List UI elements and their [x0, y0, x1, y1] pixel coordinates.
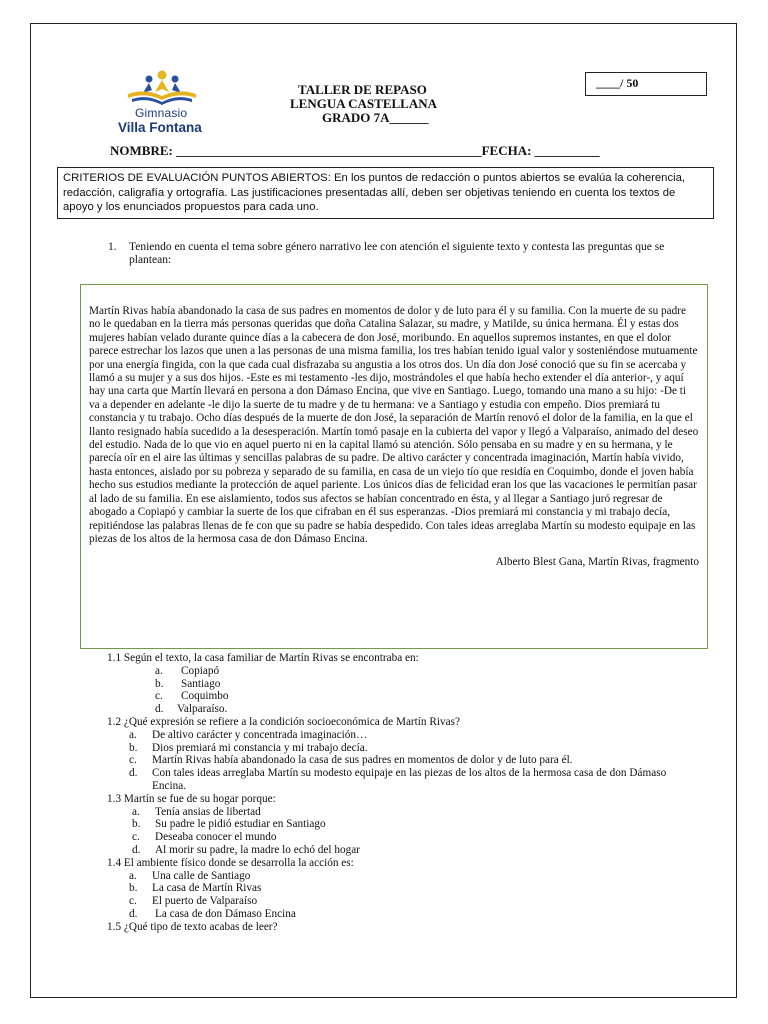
answer-option[interactable]: [107, 895, 667, 908]
option-letter: b.: [129, 882, 138, 895]
question-1-5: [107, 921, 667, 934]
option-letter: d.: [132, 843, 141, 856]
question-stem: 1.4 El ambiente físico donde se desarrolla la acción es:: [107, 856, 354, 869]
question-list: [107, 652, 667, 934]
option-letter: c.: [129, 895, 137, 908]
option-letter: b.: [155, 677, 164, 690]
option-letter: a.: [132, 805, 140, 818]
question-1: [108, 241, 698, 267]
answer-option[interactable]: [107, 831, 667, 844]
answer-option[interactable]: [107, 742, 667, 755]
passage-author: Alberto Blest Gana, Martín Rivas, fragmento: [495, 556, 699, 569]
name-date-line[interactable]: NOMBRE: _______________________________________________FECHA: __________: [110, 143, 600, 158]
title-line-1: TALLER DE REPASO: [298, 82, 427, 97]
answer-option[interactable]: [107, 908, 667, 921]
option-text: Deseaba conocer el mundo: [155, 831, 277, 844]
school-emblem-icon: [122, 70, 202, 106]
option-text: Al morir su padre, la madre lo echó del hogar: [155, 843, 360, 856]
school-logo: [118, 70, 208, 136]
answer-option[interactable]: [107, 844, 667, 857]
option-text: La casa de don Dámaso Encina: [155, 907, 296, 920]
answer-option[interactable]: [107, 690, 667, 703]
question-stem: 1.2 ¿Qué expresión se refiere a la condición socioeconómica de Martín Rivas?: [107, 715, 460, 728]
option-text: Martín Rivas había abandonado la casa de sus padres en momentos de dolor y de luto para él.: [152, 754, 573, 767]
reading-passage: [80, 284, 708, 649]
school-name-line1: Gimnasio: [135, 106, 188, 120]
question-1-3: [107, 793, 667, 857]
question-1-text: Teniendo en cuenta el tema sobre género narrativo lee con atención el siguiente texto y contesta las preguntas que se plantean:: [129, 241, 665, 266]
question-1-4: [107, 857, 667, 921]
school-name-line2: Villa Fontana: [118, 120, 202, 135]
option-text: Con tales ideas arreglaba Martín su modesto equipaje en las piezas de los altos de la hermosa casa de don Dámaso Encina.: [152, 767, 667, 792]
answer-option[interactable]: [107, 729, 667, 742]
option-letter: c.: [132, 831, 140, 844]
answer-option[interactable]: [107, 806, 667, 819]
option-letter: d.: [129, 907, 138, 920]
option-letter: c.: [129, 754, 137, 767]
option-letter: a.: [155, 664, 163, 677]
answer-option[interactable]: [107, 767, 697, 793]
passage-text: Martín Rivas había abandonado la casa de sus padres en momentos de dolor y de luto para él y su familia. Con la muerte de su padre no le quedaban en la tierra más personas queridas que doña Catalina Salazar, su madre, y Matilde, su única hermana. Él y estas dos mujeres habían velado durante quince días a la cabecera de don José, moribundo. En aquellos supremos instantes, en que el dolor parece estrechar los lazos que unen a las personas de una misma familia, los tres habían tenido igual valor y sosteniéndose mutuamente por una energía fingida, con la que cada cual disfrazaba su angustia a los otros dos. Un día don José conoció que su fin se acercaba y llamó a su mujer y a sus dos hijos. -Este es mi testamento -les dijo, mostrándoles el que había hecho extender el día anterior-, y aquí hay una carta que Martín llevará en persona a don Dámaso Encina, que vive en Santiago. Luego, tomando una mano a su hijo: -De ti va a depender en adelante -le dijo la suerte de tu madre y de tu hermana: ve a Santiago y estudia con empeño. Dios premiará tu constancia y tu trabajo. Ocho días después de la muerte de don José, la separación de Martín renovó el dolor de la familia, en la que el llanto resignado había sucedido a la desesperación. Martín tomó pasaje en la cubierta del vapor y llegó a Valparaíso, animado del deseo del estudio. Nada de lo que vio en aquel puerto ni en la capital llamó su atención. Sólo pensaba en su madre y en su hermana, y le parecía oír en el aire las últimas y sencillas palabras de su padre. De altivo carácter y concentrada imaginación, Martín había vivido, hasta entonces, aislado por su pobreza y separado de su familia, en casa de un viejo tío que residía en Coquimbo, donde el joven había hecho sus estudios mediante la protección de aquel pariente. Los únicos días de felicidad eran los que las vacaciones le permitían pasar al lado de su familia. En ese aislamiento, todos sus afectos se habían concentrado en ésta, y al llegar a Santiago juró regresar de abogado a Copiapó y cambiar la suerte de los que cifraban en él sus esperanzas. -Dios premiará mi constancia y mi trabajo decía, repitiéndose las palabras llenas de fe con que su padre se había despedido. Con tales ideas arreglaba Martín su modesto equipaje en las piezas de los altos de la hermosa casa de don Dámaso Encina.: [89, 305, 699, 545]
document-title: [290, 83, 437, 125]
answer-option[interactable]: [107, 818, 667, 831]
option-text: Valparaíso.: [177, 703, 228, 716]
option-text: Su padre le pidió estudiar en Santiago: [155, 818, 326, 831]
question-1-2: [107, 716, 667, 793]
score-box[interactable]: ____/ 50: [585, 72, 707, 96]
option-text: Copiapó: [181, 664, 220, 677]
option-text: Una calle de Santiago: [152, 869, 251, 882]
title-line-3: GRADO 7A______: [322, 110, 429, 125]
option-letter: d.: [155, 703, 164, 716]
answer-option[interactable]: [107, 882, 667, 895]
option-text: De altivo carácter y concentrada imaginación…: [152, 728, 368, 741]
question-stem: 1.3 Martín se fue de su hogar porque:: [107, 792, 276, 805]
option-text: La casa de Martín Rivas: [152, 882, 262, 895]
answer-option[interactable]: [107, 703, 667, 716]
question-stem: 1.1 Según el texto, la casa familiar de Martín Rivas se encontraba en:: [107, 652, 419, 664]
option-text: El puerto de Valparaíso: [152, 895, 258, 908]
option-text: Coquimbo: [181, 690, 229, 703]
question-1-number: 1.: [108, 241, 117, 253]
option-letter: d.: [129, 767, 138, 780]
option-letter: a.: [129, 728, 137, 741]
option-text: Dios premiará mi constancia y mi trabajo decía.: [152, 741, 368, 754]
answer-option[interactable]: [107, 754, 697, 767]
option-text: Tenía ansias de libertad: [155, 805, 261, 818]
answer-option[interactable]: [107, 678, 667, 691]
answer-option[interactable]: [107, 870, 667, 883]
option-letter: b.: [132, 818, 141, 831]
question-stem: 1.5 ¿Qué tipo de texto acabas de leer?: [107, 920, 278, 933]
evaluation-criteria-box: CRITERIOS DE EVALUACIÓN PUNTOS ABIERTOS: En los puntos de redacción o puntos abiertos se evalúa la coherencia, redacción, caligrafía y ortografía. Las justificaciones presentadas allí, deben ser objetivas teniendo en cuenta los textos de apoyo y los enunciados propuestos para cada uno.: [57, 167, 714, 219]
option-letter: b.: [129, 741, 138, 754]
option-letter: c.: [155, 690, 163, 703]
answer-option[interactable]: [107, 665, 667, 678]
option-letter: a.: [129, 869, 137, 882]
title-line-2: LENGUA CASTELLANA: [290, 96, 438, 111]
question-1-1: [107, 652, 667, 716]
option-text: Santiago: [181, 677, 221, 690]
